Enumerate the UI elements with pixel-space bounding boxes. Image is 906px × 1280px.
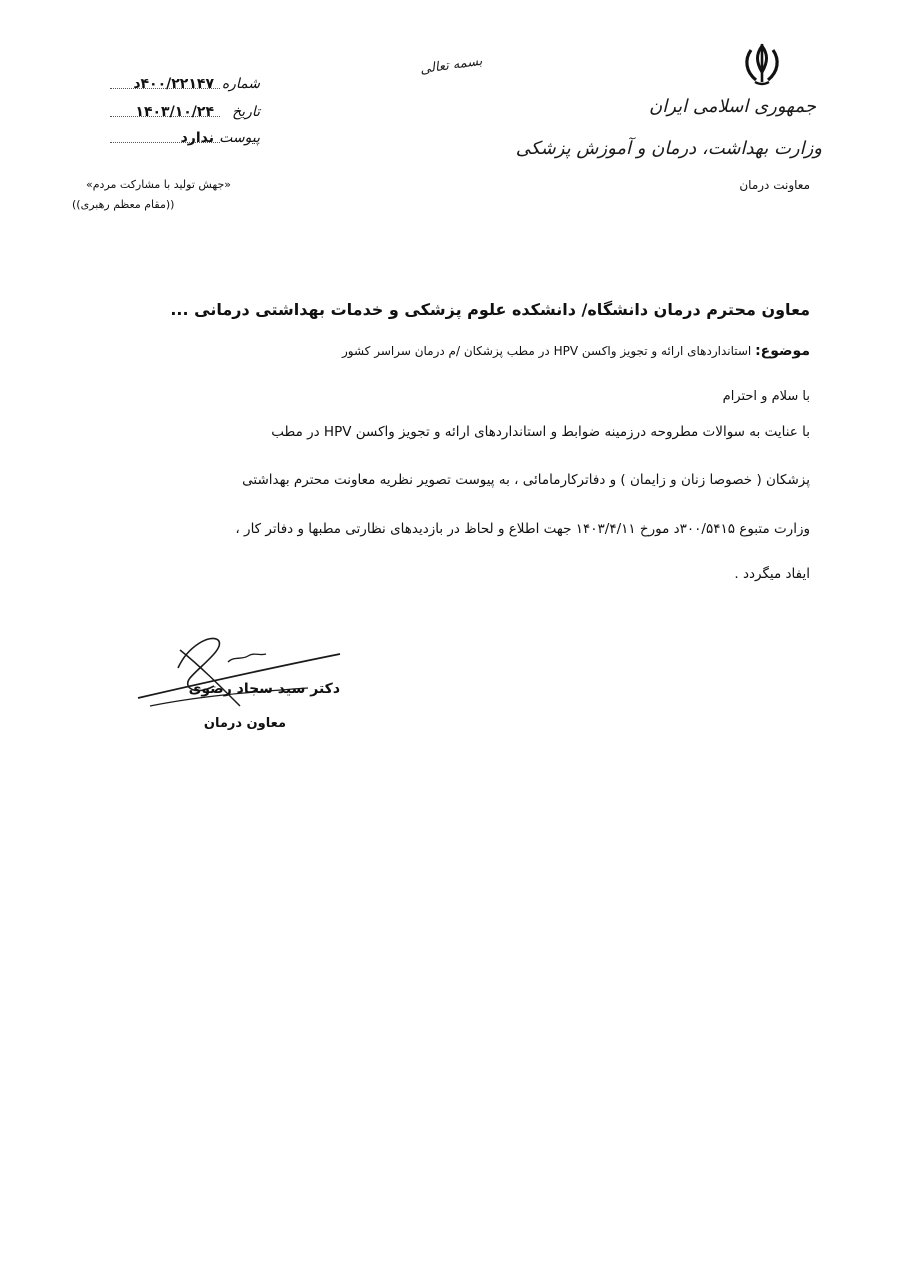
department-title: معاونت درمان [739,178,810,192]
bismillah-heading: بسمه تعالی [419,53,484,78]
signer-name: دکتر سید سجاد رضوی [188,681,340,697]
motto-attribution: ((مقام معظم رهبری)) [72,198,175,211]
number-value: ۴۰۰/۲۲۱۴۷د [133,76,214,92]
date-label: تاریخ [232,104,260,120]
recipient-line: معاون محترم درمان دانشگاه/ دانشکده علوم پزشکی و خدمات بهداشتی درمانی ... [170,300,810,319]
body-line: ایفاد میگردد . [734,566,810,582]
body-line: وزارت متبوع ۳۰۰/۵۴۱۵د مورخ ۱۴۰۳/۴/۱۱ جهت اطلاع و لحاظ در بازدیدهای نظارتی مطبها و دفاتر کار ، [235,521,810,537]
republic-title: جمهوری اسلامی ایران [649,96,816,117]
body-line: پزشکان ( خصوصا زنان و زایمان ) و دفاترکارمامائی ، به پیوست تصویر نظریه معاونت محترم بهداشتی [242,472,810,488]
number-label: شماره [221,76,260,92]
date-value: ۱۴۰۳/۱۰/۲۴ [135,104,214,120]
body-line: با عنایت به سوالات مطروحه درزمینه ضوابط و استانداردهای ارائه و تجویز واکسن HPV در مطب [271,424,810,440]
greeting: با سلام و احترام [722,389,810,404]
iran-emblem-icon [742,42,782,88]
attachment-label: پیوست [219,130,260,146]
attachment-value: ندارد [180,130,214,146]
signer-title: معاون درمان [203,716,286,731]
subject-label: موضوع: [755,343,810,359]
subject-line [342,343,810,359]
subject-text: استانداردهای ارائه و تجویز واکسن HPV در مطب پزشکان /م درمان سراسر کشور [341,344,752,358]
motto-quote: «جهش تولید با مشارکت مردم» [86,178,232,191]
ministry-title: وزارت بهداشت، درمان و آموزش پزشکی [515,138,822,159]
